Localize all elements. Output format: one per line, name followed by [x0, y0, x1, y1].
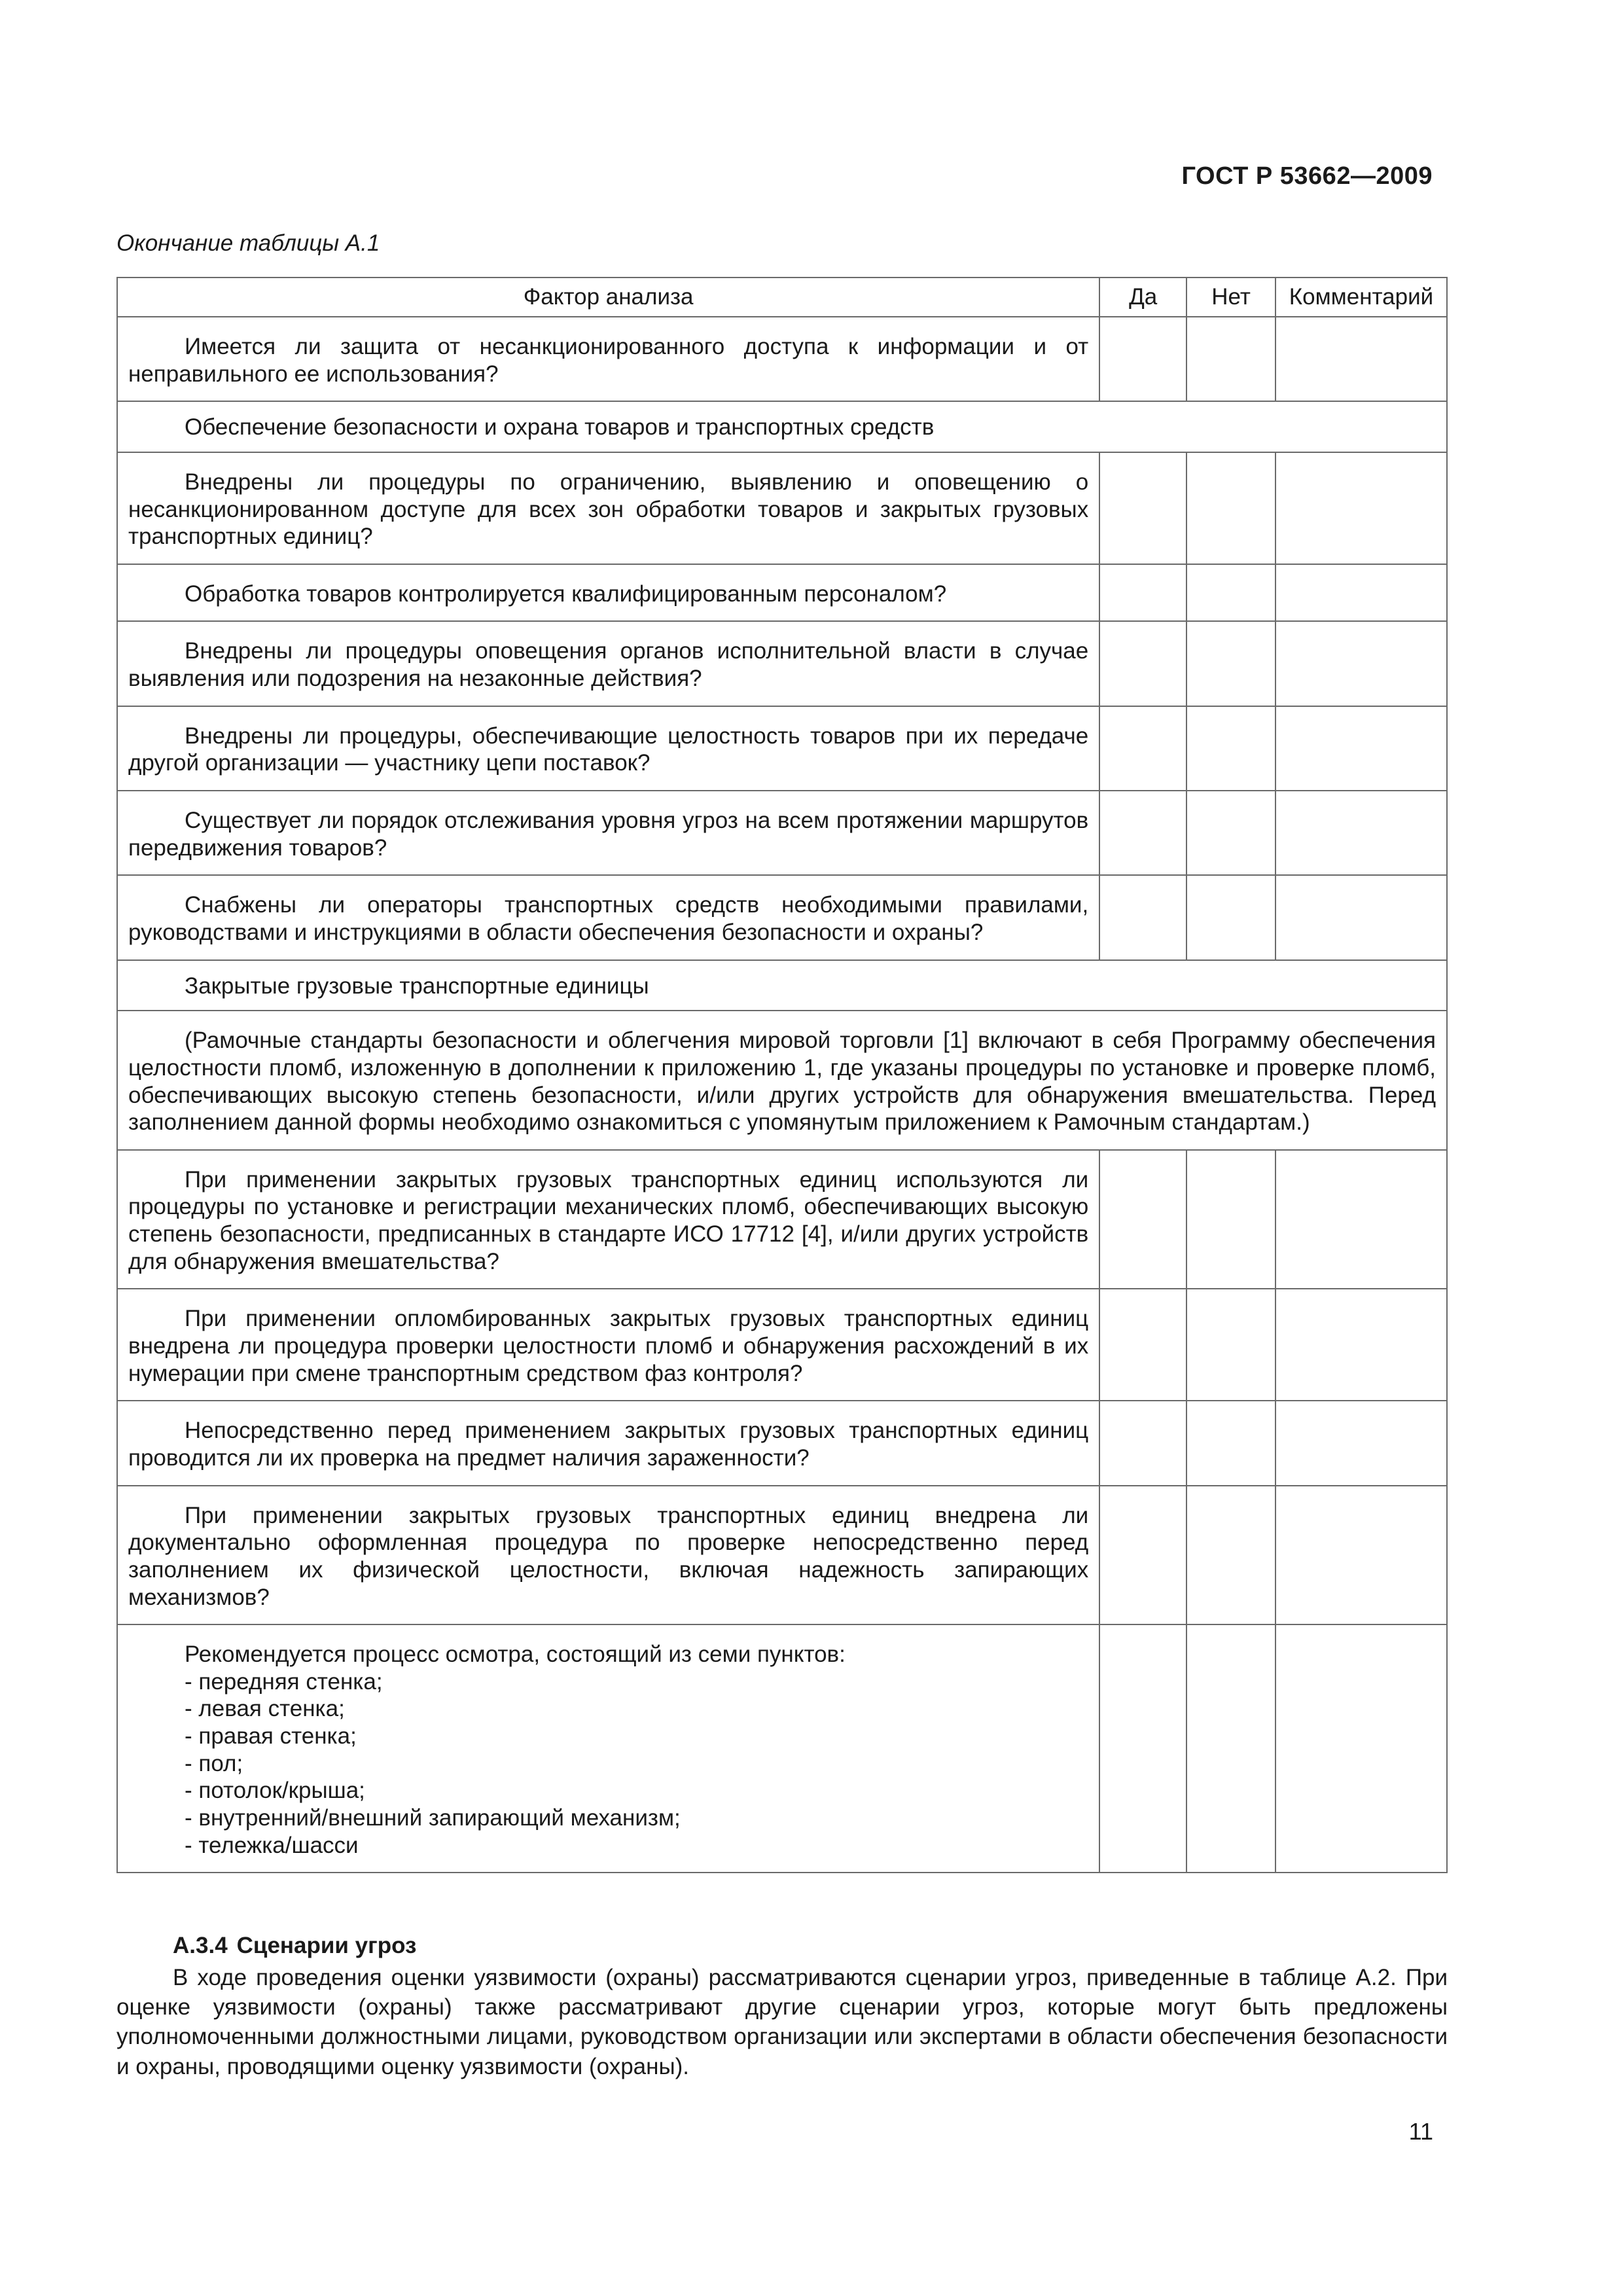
inspection-list	[128, 1668, 1088, 1859]
comment-cell[interactable]	[1275, 875, 1447, 960]
inspection-list-item: - потолок/крыша;	[185, 1778, 365, 1804]
inspection-list-item: - правая стенка;	[185, 1723, 357, 1749]
question-text: При применении закрытых грузовых транспортных единиц внедрена ли документально оформленная процедура по проверке непосредственно перед заполнением их физической целостности, включая надежность запирающих механизмов?	[117, 1486, 1099, 1625]
table-row-list	[117, 1624, 1447, 1873]
yes-cell[interactable]	[1099, 1289, 1186, 1401]
table-caption: Окончание таблицы А.1	[116, 230, 380, 256]
comment-cell[interactable]	[1275, 621, 1447, 706]
column-header-factor: Фактор анализа	[117, 278, 1099, 317]
no-cell[interactable]	[1186, 317, 1275, 401]
yes-cell[interactable]	[1099, 564, 1186, 622]
table-row-question	[117, 317, 1447, 401]
yes-cell[interactable]	[1099, 317, 1186, 401]
table-row-question	[117, 706, 1447, 791]
no-cell[interactable]	[1186, 1486, 1275, 1625]
table-row-section	[117, 401, 1447, 452]
comment-cell[interactable]	[1275, 1289, 1447, 1401]
note-text: (Рамочные стандарты безопасности и облегчения мировой торговли [1] включают в себя Программу обеспечения целостности пломб, изложенную в дополнении к приложению 1, где указаны процедуры по установке и проверке пломб, обеспечивающих высокую степень безопасности, и/или других устройств для обнаружения вмешательства. Перед заполнением данной формы необходимо ознакомиться с упомянутым приложением к Рамочным стандартам.)	[117, 1011, 1447, 1150]
section-text: Закрытые грузовые транспортные единицы	[117, 960, 1447, 1011]
table-row-note	[117, 1011, 1447, 1150]
column-header-no: Нет	[1186, 278, 1275, 317]
table-header-row	[117, 278, 1447, 317]
document-code: ГОСТ Р 53662—2009	[1181, 162, 1433, 190]
no-cell[interactable]	[1186, 1150, 1275, 1289]
section-title: Сценарии угроз	[236, 1933, 417, 1958]
question-text: Внедрены ли процедуры оповещения органов исполнительной власти в случае выявления или подозрения на незаконные действия?	[117, 621, 1099, 706]
inspection-list-item: - пол;	[185, 1750, 243, 1776]
inspection-list-cell	[117, 1624, 1099, 1873]
inspection-list-item: - передняя стенка;	[185, 1668, 383, 1695]
comment-cell[interactable]	[1275, 1150, 1447, 1289]
no-cell[interactable]	[1186, 1401, 1275, 1485]
section-number: А.3.4	[173, 1933, 228, 1958]
question-text: Непосредственно перед применением закрытых грузовых транспортных единиц проводится ли их проверка на предмет наличия зараженности?	[117, 1401, 1099, 1485]
no-cell[interactable]	[1186, 875, 1275, 960]
question-text: Внедрены ли процедуры по ограничению, выявлению и оповещению о несанкционированном доступе для всех зон обработки товаров и закрытых грузовых транспортных единиц?	[117, 452, 1099, 564]
no-cell[interactable]	[1186, 621, 1275, 706]
yes-cell[interactable]	[1099, 621, 1186, 706]
question-text: Снабжены ли операторы транспортных средств необходимыми правилами, руководствами и инструкциями в области обеспечения безопасности и охраны?	[117, 875, 1099, 960]
column-header-yes: Да	[1099, 278, 1186, 317]
table-row-question	[117, 452, 1447, 564]
table-body	[117, 317, 1447, 1873]
table-row-section	[117, 960, 1447, 1011]
question-text: При применении закрытых грузовых транспортных единиц используются ли процедуры по установке и регистрации механических пломб, обеспечивающих высокую степень безопасности, предписанных в стандарте ИСО 17712 [4], и/или других устройств для обнаружения вмешательства?	[117, 1150, 1099, 1289]
inspection-list-intro: Рекомендуется процесс осмотра, состоящий из семи пунктов:	[185, 1641, 846, 1668]
question-text: Существует ли порядок отслеживания уровня угроз на всем протяжении маршрутов передвижения товаров?	[117, 791, 1099, 875]
question-text: При применении опломбированных закрытых грузовых транспортных единиц внедрена ли процедура проверки целостности пломб и обнаружения расхождений в их нумерации при смене транспортным средством фаз контроля?	[117, 1289, 1099, 1401]
yes-cell[interactable]	[1099, 1624, 1186, 1873]
no-cell[interactable]	[1186, 564, 1275, 622]
section-threat-scenarios	[116, 1931, 1448, 2081]
inspection-list-item: - внутренний/внешний запирающий механизм;	[185, 1804, 681, 1831]
section-body: В ходе проведения оценки уязвимости (охраны) рассматриваются сценарии угроз, приведенные в таблице А.2. При оценке уязвимости (охраны) также рассматривают другие сценарии угроз, которые могут быть предложены уполномоченными должностными лицами, руководством организации или экспертами в области обеспечения безопасности и охраны, проводящими оценку уязвимости (охраны).	[116, 1965, 1448, 2079]
inspection-list-item: - тележка/шасси	[185, 1832, 359, 1858]
table-row-question	[117, 1150, 1447, 1289]
question-text: Имеется ли защита от несанкционированного доступа к информации и от неправильного ее использования?	[117, 317, 1099, 401]
no-cell[interactable]	[1186, 706, 1275, 791]
no-cell[interactable]	[1186, 1289, 1275, 1401]
section-heading	[116, 1931, 1448, 1960]
page-number: 11	[1408, 2118, 1433, 2145]
table-row-question	[117, 875, 1447, 960]
question-text: Обработка товаров контролируется квалифицированным персоналом?	[117, 564, 1099, 622]
table-row-question	[117, 1289, 1447, 1401]
comment-cell[interactable]	[1275, 1624, 1447, 1873]
inspection-list-item: - левая стенка;	[185, 1696, 345, 1722]
yes-cell[interactable]	[1099, 791, 1186, 875]
comment-cell[interactable]	[1275, 1401, 1447, 1485]
table-row-question	[117, 791, 1447, 875]
no-cell[interactable]	[1186, 791, 1275, 875]
comment-cell[interactable]	[1275, 564, 1447, 622]
yes-cell[interactable]	[1099, 452, 1186, 564]
section-text: Обеспечение безопасности и охрана товаров и транспортных средств	[117, 401, 1447, 452]
yes-cell[interactable]	[1099, 1486, 1186, 1625]
no-cell[interactable]	[1186, 1624, 1275, 1873]
comment-cell[interactable]	[1275, 452, 1447, 564]
yes-cell[interactable]	[1099, 875, 1186, 960]
comment-cell[interactable]	[1275, 317, 1447, 401]
table-row-question	[117, 621, 1447, 706]
column-header-comment: Комментарий	[1275, 278, 1447, 317]
table-row-question	[117, 564, 1447, 622]
yes-cell[interactable]	[1099, 1150, 1186, 1289]
comment-cell[interactable]	[1275, 1486, 1447, 1625]
comment-cell[interactable]	[1275, 706, 1447, 791]
comment-cell[interactable]	[1275, 791, 1447, 875]
table-row-question	[117, 1401, 1447, 1485]
yes-cell[interactable]	[1099, 1401, 1186, 1485]
table-row-question	[117, 1486, 1447, 1625]
question-text: Внедрены ли процедуры, обеспечивающие целостность товаров при их передаче другой организации — участнику цепи поставок?	[117, 706, 1099, 791]
analysis-table	[116, 277, 1448, 1873]
no-cell[interactable]	[1186, 452, 1275, 564]
yes-cell[interactable]	[1099, 706, 1186, 791]
